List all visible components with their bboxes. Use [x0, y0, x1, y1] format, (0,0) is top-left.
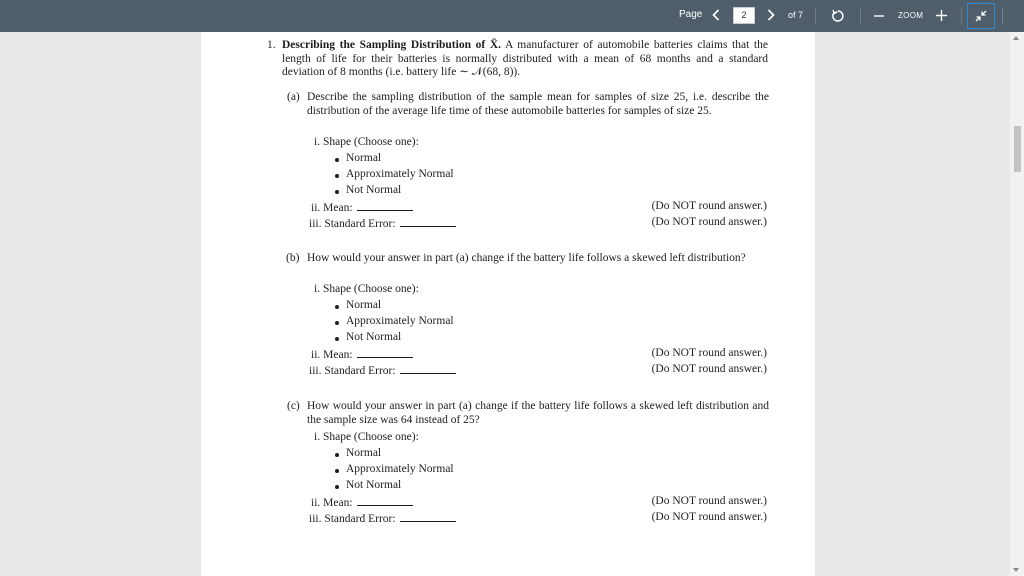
part-b-label: (b) — [286, 252, 300, 264]
toolbar-divider — [815, 7, 816, 25]
part-c-text: How would your answer in part (a) change if the battery life follows a skewed left distribution and the sample size was 64 instead of 25? — [307, 400, 769, 426]
scroll-down-arrow-icon[interactable] — [1013, 568, 1019, 572]
minus-icon — [874, 11, 884, 21]
vertical-scrollbar[interactable] — [1010, 32, 1024, 576]
chevron-left-icon — [712, 9, 720, 21]
part-c-shape-label: i. Shape (Choose one): — [314, 431, 419, 443]
toolbar-divider — [1002, 7, 1003, 25]
part-b-se-blank[interactable] — [400, 363, 456, 374]
part-c-mean-note: (Do NOT round answer.) — [651, 495, 767, 507]
next-page-button[interactable] — [762, 4, 780, 26]
previous-page-button[interactable] — [707, 4, 725, 26]
question-title: Describing the Sampling Distribution of X̄. — [282, 39, 501, 51]
pdf-toolbar — [0, 0, 1024, 32]
question-number: 1. — [267, 39, 276, 51]
question-intro: A manufacturer of automobile batteries claims that the length of life for their batteries is normally distributed with a mean of 68 months and a standard deviation of 8 months (i.e. battery life ∼ 𝒩(68, 8)). — [282, 39, 768, 78]
part-c-se: iii. Standard Error: — [309, 511, 456, 525]
part-b-shape-label: i. Shape (Choose one): — [314, 283, 419, 295]
part-a-se-note: (Do NOT round answer.) — [651, 216, 767, 228]
part-a-mean-note: (Do NOT round answer.) — [651, 200, 767, 212]
part-a-label: (a) — [287, 91, 300, 103]
part-c-se-blank[interactable] — [400, 511, 456, 522]
part-c-label: (c) — [287, 400, 300, 412]
rotate-button[interactable] — [828, 6, 848, 26]
chevron-right-icon — [767, 9, 775, 21]
exit-fullscreen-button[interactable] — [967, 3, 995, 29]
toolbar-divider — [860, 7, 861, 25]
part-a-mean-blank[interactable] — [357, 200, 413, 211]
part-b-mean-note: (Do NOT round answer.) — [651, 347, 767, 359]
part-a-se-blank[interactable] — [400, 216, 456, 227]
part-c-mean: ii. Mean: — [311, 495, 413, 509]
page-label: Page — [679, 9, 703, 20]
page-count-label: of 7 — [788, 10, 804, 20]
toolbar-divider — [961, 7, 962, 25]
part-b-se: iii. Standard Error: — [309, 363, 456, 377]
zoom-label: ZOOM — [898, 11, 924, 20]
part-c-se-note: (Do NOT round answer.) — [651, 511, 767, 523]
part-a-se: iii. Standard Error: — [309, 216, 456, 230]
rotate-icon — [831, 9, 845, 23]
zoom-in-button[interactable] — [933, 5, 949, 25]
part-b-mean-blank[interactable] — [357, 347, 413, 358]
scrollbar-thumb[interactable] — [1014, 126, 1021, 172]
part-b-text: How would your answer in part (a) change if the battery life follows a skewed left distribution? — [307, 252, 746, 264]
part-b-se-note: (Do NOT round answer.) — [651, 363, 767, 375]
part-a-text: Describe the sampling distribution of the sample mean for samples of size 25, i.e. describe the distribution of the average life time of these automobile batteries for samples of size 25. — [307, 91, 769, 117]
collapse-icon — [974, 9, 988, 23]
page-number-input[interactable]: 2 — [733, 7, 755, 24]
scroll-up-arrow-icon[interactable] — [1013, 36, 1019, 40]
zoom-out-button[interactable] — [872, 6, 886, 26]
plus-icon — [936, 10, 947, 21]
part-c-mean-blank[interactable] — [357, 495, 413, 506]
part-a-mean: ii. Mean: — [311, 200, 413, 214]
part-b-mean: ii. Mean: — [311, 347, 413, 361]
part-a-shape-label: i. Shape (Choose one): — [314, 136, 419, 148]
